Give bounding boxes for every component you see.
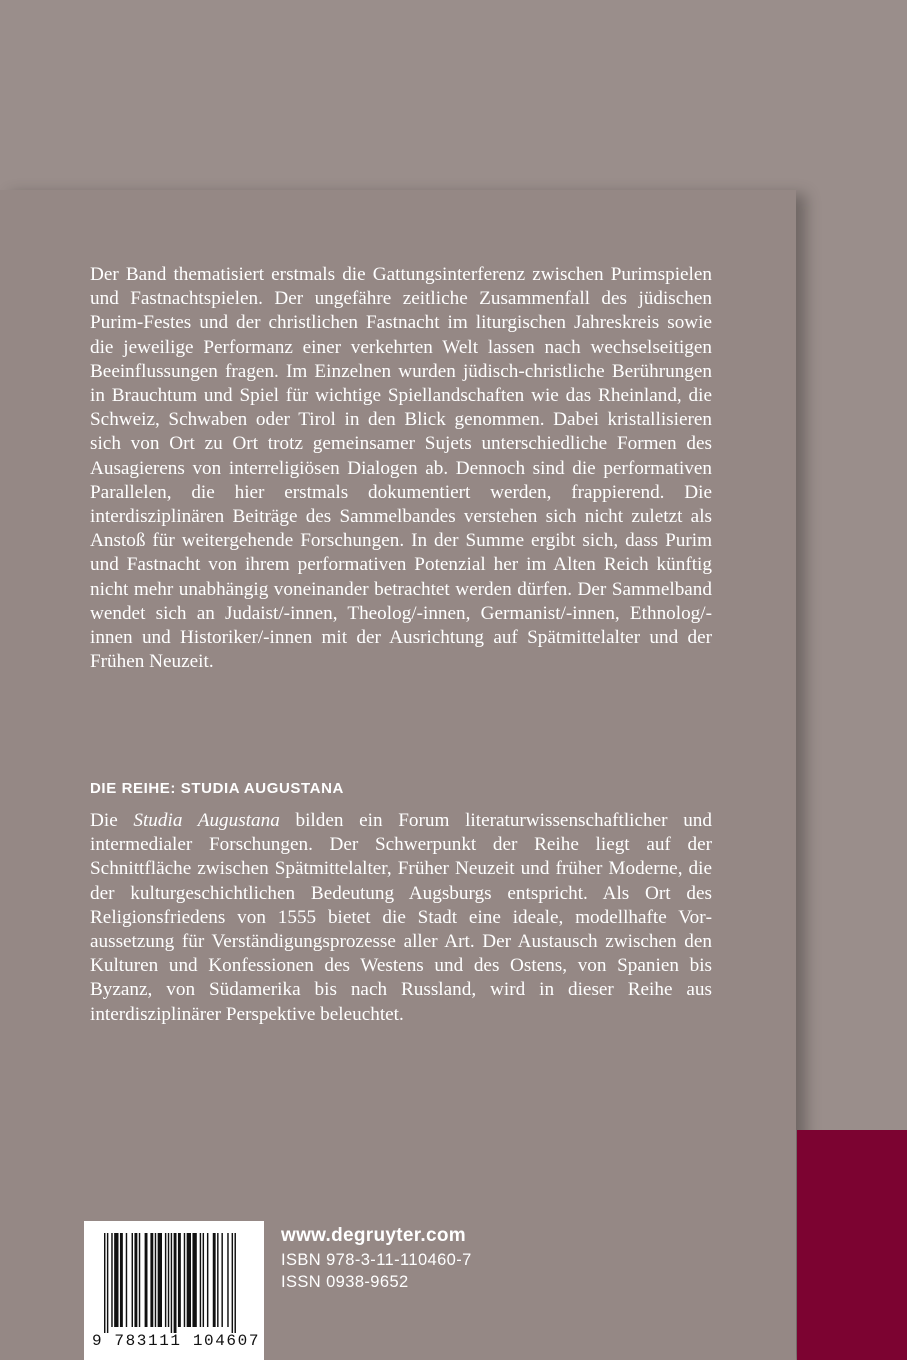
barcode-bar bbox=[126, 1233, 127, 1327]
barcode-bar bbox=[187, 1233, 191, 1327]
barcode-bar bbox=[184, 1233, 185, 1327]
barcode-bar bbox=[174, 1233, 177, 1333]
barcode-bar bbox=[155, 1233, 156, 1327]
barcode-bar bbox=[235, 1233, 236, 1333]
series-description bbox=[90, 809, 712, 1027]
barcode-bar bbox=[107, 1233, 108, 1333]
barcode-bar bbox=[132, 1233, 133, 1327]
barcode-bar bbox=[221, 1233, 222, 1327]
series-text-start: Die bbox=[90, 810, 134, 831]
barcode bbox=[84, 1221, 264, 1360]
barcode-bar bbox=[165, 1233, 166, 1327]
publisher-url[interactable]: www.degruyter.com bbox=[281, 1225, 466, 1246]
isbn: ISBN 978-3-11-110460-7 bbox=[281, 1251, 472, 1269]
barcode-bar bbox=[168, 1233, 169, 1327]
barcode-bar bbox=[139, 1233, 140, 1327]
series-heading: DIE REIHE: STUDIA AUGUSTANA bbox=[90, 780, 344, 797]
barcode-bar bbox=[120, 1233, 123, 1327]
barcode-bar bbox=[111, 1233, 112, 1327]
series-title: Studia Augustana bbox=[133, 810, 280, 831]
accent-color-band bbox=[797, 1130, 907, 1360]
barcode-bar bbox=[134, 1233, 137, 1327]
barcode-bar bbox=[203, 1233, 204, 1327]
barcode-bar bbox=[192, 1233, 196, 1327]
publisher-info bbox=[281, 1223, 472, 1293]
issn: ISSN 0938-9652 bbox=[281, 1273, 409, 1291]
barcode-bar bbox=[178, 1233, 181, 1327]
barcode-digits: 9 783111 104607 bbox=[92, 1332, 261, 1350]
barcode-bar bbox=[158, 1233, 162, 1327]
barcode-bar bbox=[227, 1233, 228, 1327]
barcode-bar bbox=[104, 1233, 105, 1333]
barcode-bar bbox=[145, 1233, 148, 1327]
book-description: Der Band thematisiert erstmals die Gattungsinterferenz zwischen Purimspielen und Fastnachtspielen. Der ungefähre zeitliche Zusammenfall des jüdischen Purim-Festes und der christlichen Fastnacht im liturgischen Jahreskreis sowie die jeweilige Performanz einer verkehrten Welt lassen nach wechselseitigen Beeinflussungen fragen. Im Einzelnen wurden jüdisch-christliche Berührungen in Brauchtum und Spiel für wichtige Spiellandschaften wie das Rheinland, die Schweiz, Schwaben oder Tirol in den Blick genommen. Dabei kristallisieren sich von Ort zu Ort trotz gemeinsamer Sujets unterschiedliche Formen des Ausagierens von interreligiösen Dialogen ab. Dennoch sind die performativen Parallelen, die hier erstmals dokumentiert werden, frappierend. Die interdisziplinären Beiträge des Sammelbandes verstehen sich nicht zuletzt als Anstoß für weitergehende Forschungen. In der Summe ergibt sich, dass Purim und Fastnacht von ihrem performativen Potenzial her im Alten Reich künftig nicht mehr unabhängig voneinander betrachtet werden dürfen. Der Sammelband wendet sich an Judaist/-innen, Theolog/-innen, Germanist/-innen, Ethnolog/-innen und Historiker/-innen mit der Ausrichtung auf Spätmittelalter und der Frühen Neuzeit. bbox=[90, 264, 712, 673]
barcode-bar bbox=[171, 1233, 172, 1333]
barcode-bar bbox=[232, 1233, 233, 1333]
barcode-bar bbox=[207, 1233, 208, 1327]
barcode-bar bbox=[200, 1233, 201, 1327]
series-text-rest: bilden ein Forum literaturwissenschaftlicher und intermedialer Forschungen. Der Schwerpunkt der Reihe liegt auf der Schnittfläche zwischen Spätmittelalter, Früher Neuzeit und früher Moderne, die der kulturgeschichtlichen Bedeutung Augsburgs entspricht. Als Ort des Religionsfriedens von 1555 bietet die Stadt eine ideale, modellhafte Voraussetzung für Verständigungsprozesse aller Art. Der Austausch zwischen den Kulturen und Konfessionen des Westens und des Ostens, von Spanien bis Byzanz, von Südamerika bis nach Russland, wird in dieser Reihe aus interdisziplinärer Perspektive beleuchtet. bbox=[90, 810, 712, 1025]
barcode-bar bbox=[114, 1233, 118, 1327]
barcode-bar bbox=[217, 1233, 218, 1327]
barcode-bar bbox=[213, 1233, 216, 1327]
barcode-bar bbox=[150, 1233, 153, 1327]
